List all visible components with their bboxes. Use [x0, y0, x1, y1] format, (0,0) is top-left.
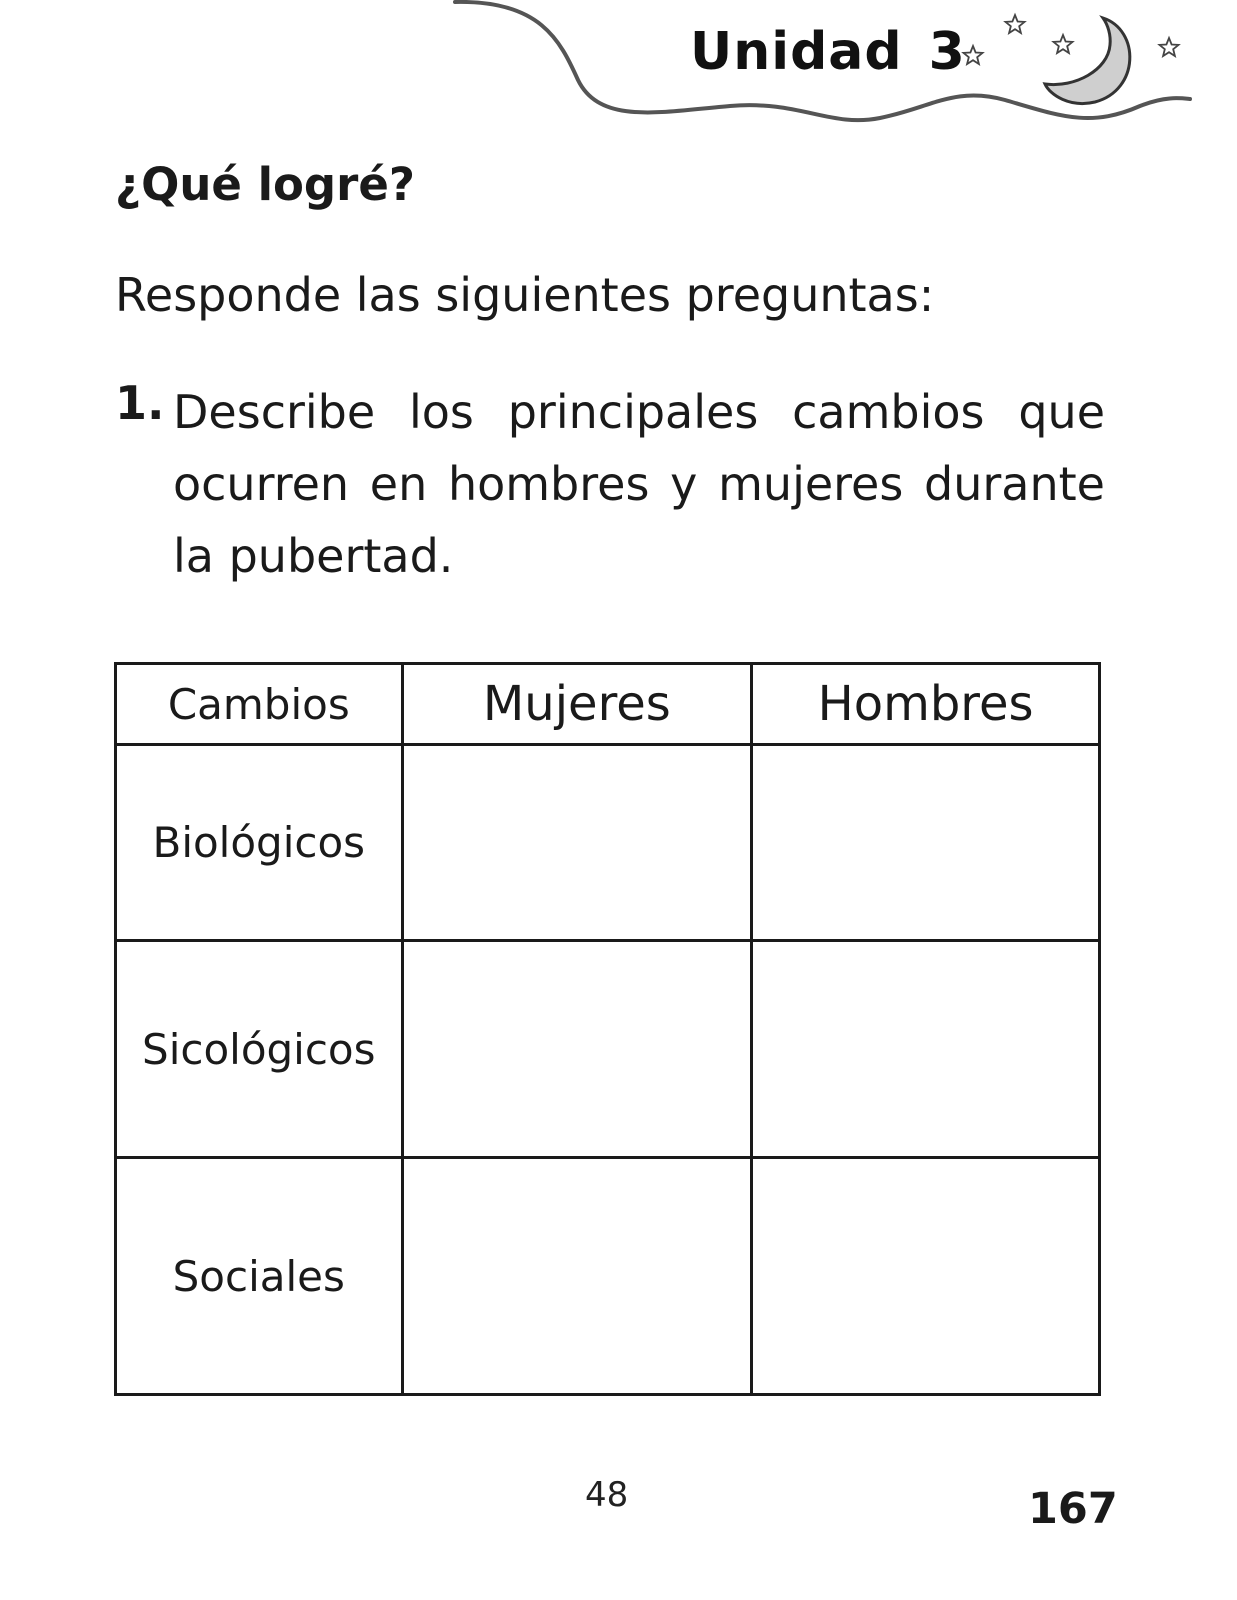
header-hombres: Hombres	[752, 664, 1100, 745]
row-label-sociales: Sociales	[116, 1158, 403, 1395]
header-cambios: Cambios	[116, 664, 403, 745]
star-icon	[1160, 38, 1179, 56]
answer-cell-hombres[interactable]	[752, 941, 1100, 1158]
unit-title	[690, 22, 966, 82]
table-row	[116, 745, 1100, 941]
unit-label: Unidad	[690, 22, 903, 82]
changes-table	[114, 662, 1101, 1396]
page-number: 167	[1028, 1484, 1118, 1534]
question-text: Describe los principales cambios que ocurren en hombres y mujeres durante la pubertad.	[173, 385, 1105, 583]
star-icon	[1006, 15, 1025, 33]
row-label-sicologicos: Sicológicos	[116, 941, 403, 1158]
section-title: ¿Qué logré?	[115, 158, 415, 211]
table-row	[116, 1158, 1100, 1395]
row-label-biologicos: Biológicos	[116, 745, 403, 941]
table-row	[116, 941, 1100, 1158]
header-mujeres: Mujeres	[402, 664, 752, 745]
star-icon	[964, 46, 983, 64]
answer-cell-hombres[interactable]	[752, 1158, 1100, 1395]
instruction-text: Responde las siguientes preguntas:	[115, 268, 935, 322]
answer-cell-mujeres[interactable]	[402, 1158, 752, 1395]
question-number: 1.	[115, 376, 165, 430]
header-decoration	[0, 0, 1237, 140]
moon-icon	[1045, 18, 1130, 104]
secondary-page-number: 48	[585, 1475, 629, 1515]
answer-cell-hombres[interactable]	[752, 745, 1100, 941]
star-icon	[1054, 35, 1073, 53]
unit-number: 3	[928, 22, 966, 82]
table-header-row	[116, 664, 1100, 745]
question-item	[115, 376, 1105, 592]
answer-cell-mujeres[interactable]	[402, 745, 752, 941]
answer-cell-mujeres[interactable]	[402, 941, 752, 1158]
